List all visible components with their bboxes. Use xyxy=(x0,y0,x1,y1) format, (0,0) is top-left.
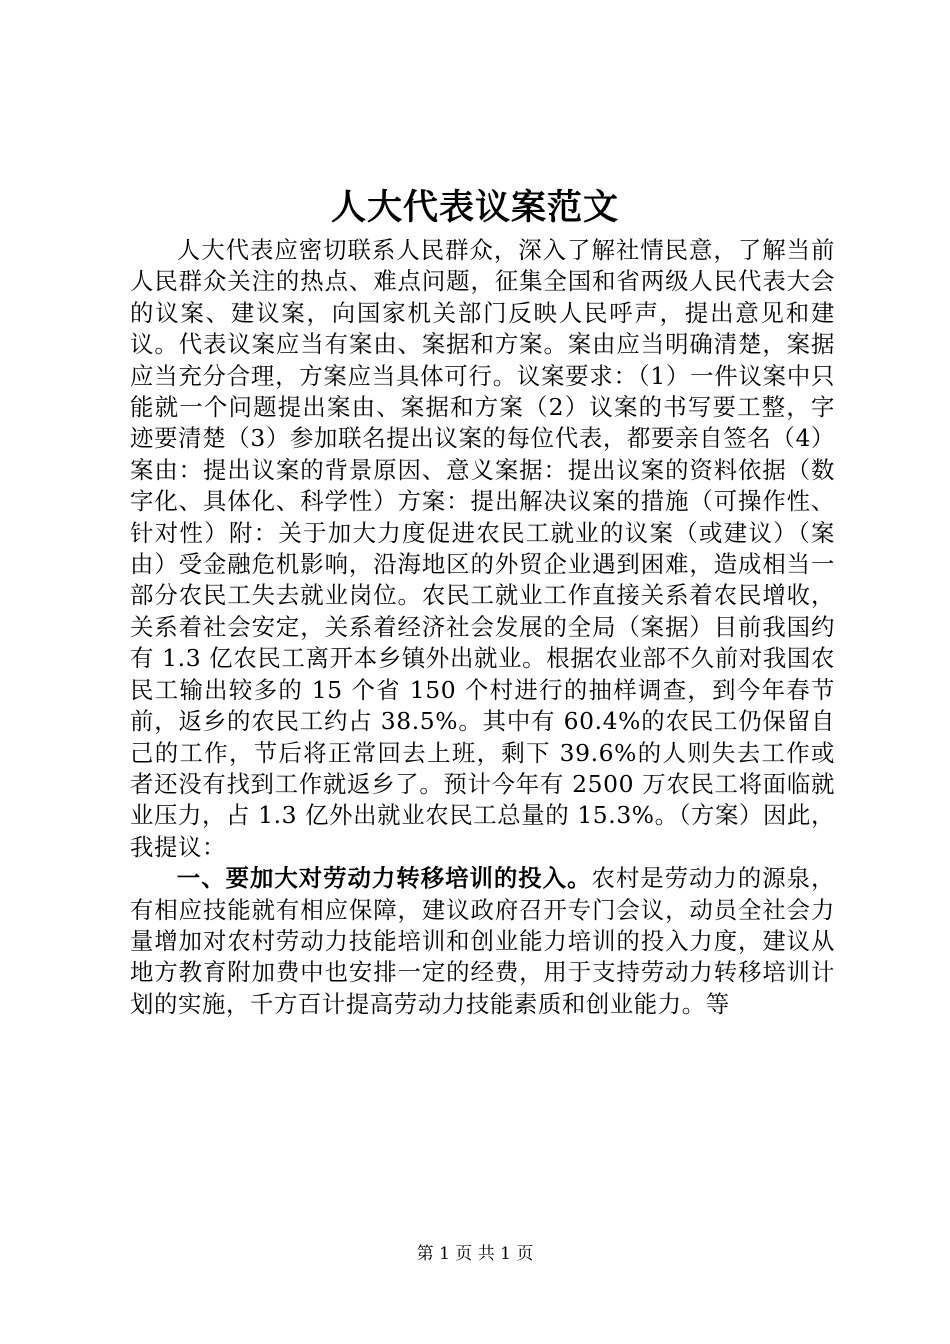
paragraph-proposal-1 xyxy=(130,863,835,1020)
paragraph-text: 农村是劳动力的源泉，有相应技能就有相应保障，建议政府召开专门会议，动员全社会力量增加对农村劳动力技能培训和创业能力培训的投入力度，建议从地方教育附加费中也安排一定的经费，用于支持劳动力转移培训计划的实施，千方百计提高劳动力技能素质和创业能力。等 xyxy=(130,864,836,1018)
document-title: 人大代表议案范文 xyxy=(330,187,619,228)
page-footer: 第 1 页 共 1 页 xyxy=(416,1244,534,1264)
paragraph-text: 人大代表应密切联系人民群众，深入了解社情民意，了解当前人民群众关注的热点、难点问题，征集全国和省两级人民代表大会的议案、建议案，向国家机关部门反映人民呼声，提出意见和建议。代表议案应当有案由、案据和方案。案由应当明确清楚，案据应当充分合理，方案应当具体可行。议案要求：（1）一件议案中只能就一个问题提出案由、案据和方案（2）议案的书写要工整，字迹要清楚（3）参加联名提出议案的每位代表，都要亲自签名（4）案由：提出议案的背景原因、意义案据：提出议案的资料依据（数字化、具体化、科学性）方案：提出解决议案的措施（可操作性、针对性）附：关于加大力度促进农民工就业的议案（或建议）（案由）受金融危机影响，沿海地区的外贸企业遇到困难，造成相当一部分农民工失去就业岗位。农民工就业工作直接关系着农民增收，关系着社会安定，关系着经济社会发展的全局（案据）目前我国约有 1.3 亿农民工离开本乡镇外出就业。根据农业部不久前对我国农民工输出较多的 15 个省 150 个村进行的抽样调查，到今年春节前，返乡的农民工约占 38.5%。其中有 60.4%的农民工仍保留自己的工作，节后将正常回去上班，剩下 39.6%的人则失去工作或者还没有找到工作就返乡了。预计今年有 2500 万农民工将面临就业压力，占 1.3 亿外出就业农民工总量的 15.3%。（方案）因此，我提议： xyxy=(130,236,835,861)
paragraph-intro xyxy=(130,235,835,863)
document-body xyxy=(130,235,835,1020)
paragraph-lead: 一、要加大对劳动力转移培训的投入。 xyxy=(176,864,592,893)
